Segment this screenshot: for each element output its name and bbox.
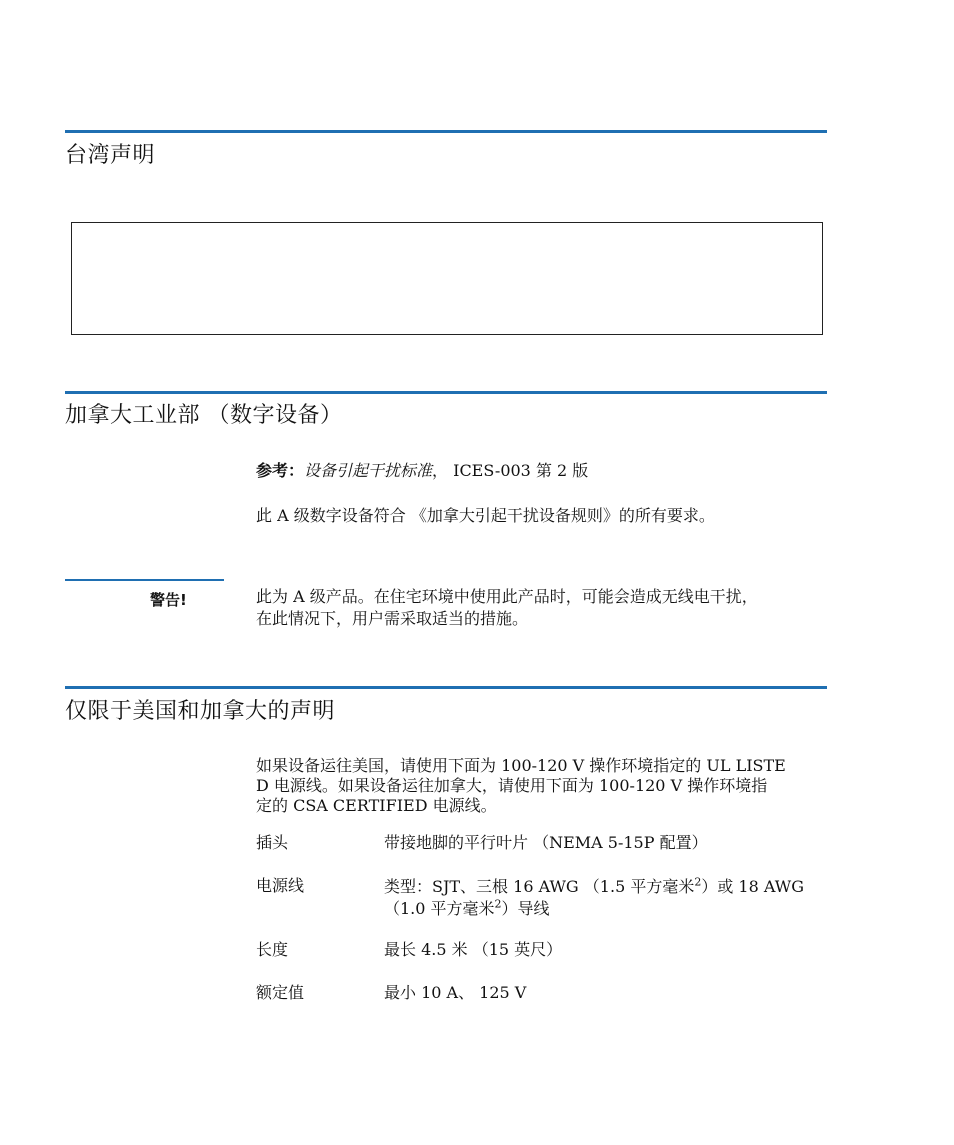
heading-us-canada-statement: 仅限于美国和加拿大的声明 <box>65 699 336 724</box>
spec-value-length-text: 最长 4.5 米 （15 英尺） <box>384 940 563 959</box>
compliance-text: 此 A 级数字设备符合 《加拿大引起干扰设备规则》的所有要求。 <box>256 506 715 525</box>
cord-text: （1.0 平方毫米 <box>384 899 495 918</box>
spec-value-length <box>384 939 824 961</box>
spec-value-cord-line2 <box>384 898 824 920</box>
spec-value-rating <box>384 982 824 1004</box>
reference-label: 参考： <box>256 461 305 480</box>
section-rule-canada-industry <box>65 391 827 394</box>
paragraph-line: D 电源线。如果设备运往加拿大，请使用下面为 100-120 V 操作环境指 <box>256 776 768 795</box>
superscript: 2 <box>694 875 702 889</box>
spec-label-plug: 插头 <box>256 833 289 852</box>
reference-title: 设备引起干扰标准 <box>304 461 433 480</box>
spec-value-plug <box>384 832 824 854</box>
taiwan-notice-box <box>71 222 823 335</box>
warning-text-line: 此为 A 级产品。在住宅环境中使用此产品时，可能会造成无线电干扰， <box>256 587 758 606</box>
spec-value-rating-text: 最小 10 A、 125 V <box>384 983 527 1002</box>
warning-label: 警告! <box>150 591 187 609</box>
section-rule-us-canada <box>65 686 827 689</box>
superscript: 2 <box>494 897 502 911</box>
spec-label-rating: 额定值 <box>256 983 305 1002</box>
warning-text-line: 在此情况下，用户需采取适当的措施。 <box>256 609 529 628</box>
warning-text <box>256 586 816 630</box>
cord-text: ）导线 <box>501 899 550 918</box>
section-rule-taiwan <box>65 130 827 133</box>
spec-value-cord-line1 <box>384 876 824 898</box>
spec-value-plug-text: 带接地脚的平行叶片 （NEMA 5-15P 配置） <box>384 833 708 852</box>
spec-value-cord <box>384 876 824 920</box>
spec-label-length: 长度 <box>256 940 289 959</box>
spec-label-cord: 电源线 <box>256 876 305 895</box>
power-cord-paragraph <box>256 756 816 816</box>
cord-text: ）或 18 AWG <box>701 877 805 896</box>
paragraph-line: 如果设备运往美国，请使用下面为 100-120 V 操作环境指定的 UL LISTE <box>256 756 786 775</box>
cord-text: 类型：SJT、三根 16 AWG （1.5 平方毫米 <box>384 877 695 896</box>
heading-taiwan-statement: 台湾声明 <box>65 143 156 168</box>
reference-line <box>256 461 588 481</box>
paragraph-line: 定的 CSA CERTIFIED 电源线。 <box>256 796 497 815</box>
heading-canada-industry: 加拿大工业部 （数字设备） <box>65 403 343 428</box>
warning-rule <box>65 579 224 581</box>
reference-rest: ， ICES-003 第 2 版 <box>432 461 589 480</box>
